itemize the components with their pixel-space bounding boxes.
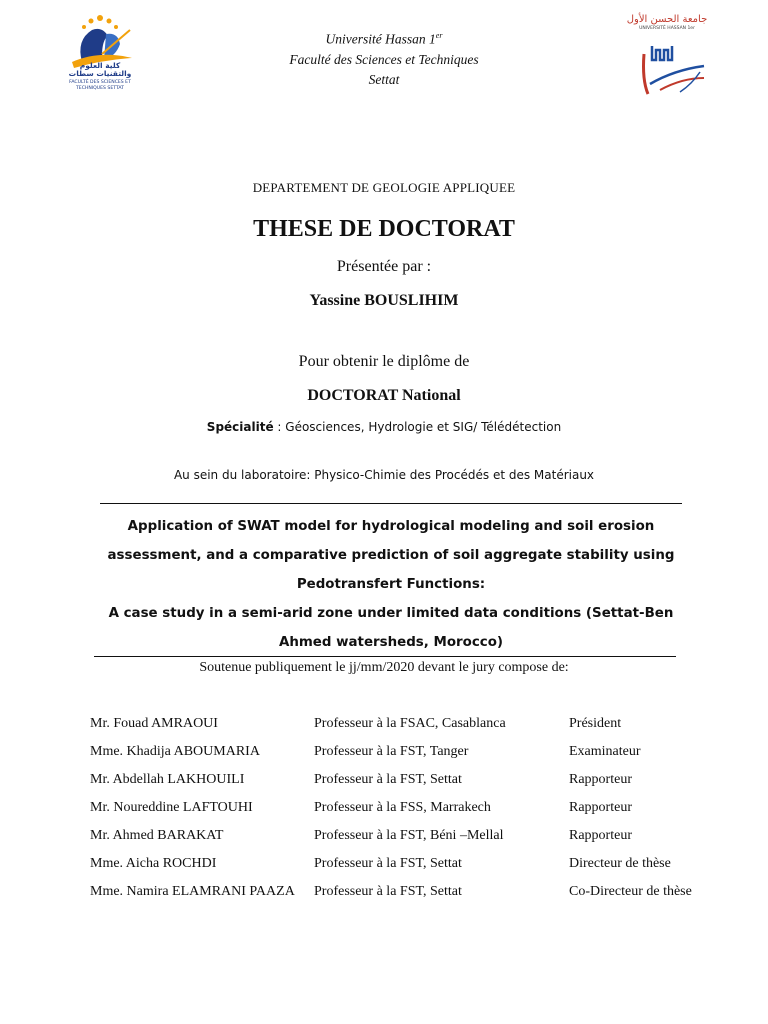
jury-member-role: Directeur de thèse — [569, 856, 671, 871]
jury-member-position: Professeur à la FST, Tanger — [314, 744, 469, 759]
jury-row — [90, 800, 730, 828]
jury-member-name: Mr. Noureddine LAFTOUHI — [90, 800, 253, 815]
thesis-title-line: Ahmed watersheds, Morocco) — [278, 635, 504, 650]
uh1-logo-french-text: UNIVERSITÉ HASSAN 1er — [639, 26, 695, 31]
jury-row — [90, 744, 730, 772]
thesis-title-line: Pedotransfert Functions: — [296, 577, 486, 592]
jury-row — [90, 856, 730, 884]
jury-member-role: Rapporteur — [569, 772, 632, 787]
faculty-name: Faculté des Sciences et Techniques — [289, 51, 479, 67]
jury-member-position: Professeur à la FST, Settat — [314, 884, 462, 899]
jury-member-position: Professeur à la FST, Settat — [314, 772, 462, 787]
specialty-value: : Géosciences, Hydrologie et SIG/ Télédétection — [273, 420, 562, 434]
thesis-type: THESE DE DOCTORAT — [253, 216, 515, 242]
diploma-name: DOCTORAT National — [307, 387, 461, 404]
jury-member-name: Mme. Namira ELAMRANI PAAZA — [90, 884, 295, 899]
jury-member-name: Mr. Ahmed BARAKAT — [90, 828, 224, 843]
jury-row — [90, 828, 730, 856]
jury-member-position: Professeur à la FSS, Marrakech — [314, 800, 491, 815]
presented-by-label: Présentée par : — [336, 258, 432, 275]
jury-member-role: Président — [569, 716, 622, 731]
jury-member-position: Professeur à la FST, Settat — [314, 856, 462, 871]
diploma-label: Pour obtenir le diplôme de — [298, 353, 470, 370]
defense-statement: Soutenue publiquement le jj/mm/2020 devant le jury compose de: — [199, 660, 569, 675]
specialty — [0, 420, 768, 434]
author-name: Yassine BOUSLIHIM — [309, 292, 459, 309]
uh1-logo-arabic-text: جامعة الحسن الأول — [626, 14, 708, 25]
thesis-title-line: Application of SWAT model for hydrological modeling and soil erosion — [127, 519, 655, 534]
laboratory: Au sein du laboratoire: Physico-Chimie des Procédés et des Matériaux — [173, 468, 595, 482]
jury-member-name: Mr. Fouad AMRAOUI — [90, 716, 218, 731]
jury-row — [90, 772, 730, 800]
jury-member-name: Mme. Aicha ROCHDI — [90, 856, 217, 871]
uh1-logo — [622, 12, 714, 96]
university-name: Université Hassan 1er — [325, 31, 443, 47]
thesis-title-line: A case study in a semi-arid zone under limited data conditions (Settat-Ben — [108, 606, 674, 621]
jury-member-name: Mme. Khadija ABOUMARIA — [90, 744, 260, 759]
city-name: Settat — [368, 71, 400, 87]
jury-member-role: Co-Directeur de thèse — [569, 884, 692, 899]
jury-member-position: Professeur à la FSAC, Casablanca — [314, 716, 506, 731]
jury-row — [90, 884, 730, 912]
jury-member-role: Rapporteur — [569, 800, 632, 815]
fst-logo-arabic-text: كلية العلوم والتقنيات سطات — [68, 61, 132, 78]
jury-member-role: Examinateur — [569, 744, 641, 759]
jury-member-role: Rapporteur — [569, 828, 632, 843]
department-name: DEPARTEMENT DE GEOLOGIE APPLIQUEE — [252, 180, 516, 195]
uh1-emblem-icon — [630, 34, 710, 96]
jury-row — [90, 716, 730, 744]
title-bottom-divider — [94, 656, 676, 657]
specialty-label: Spécialité — [206, 420, 274, 434]
jury-list — [90, 716, 730, 912]
fst-logo-french-text: FACULTÉ DES SCIENCES ET TECHNIQUES SETTAT — [69, 80, 131, 91]
thesis-title-line: assessment, and a comparative prediction of soil aggregate stability using — [107, 548, 675, 563]
jury-member-name: Mr. Abdellah LAKHOUILI — [90, 772, 245, 787]
jury-member-position: Professeur à la FST, Béni –Mellal — [314, 828, 504, 843]
title-top-divider — [100, 503, 682, 504]
thesis-title — [100, 512, 682, 657]
